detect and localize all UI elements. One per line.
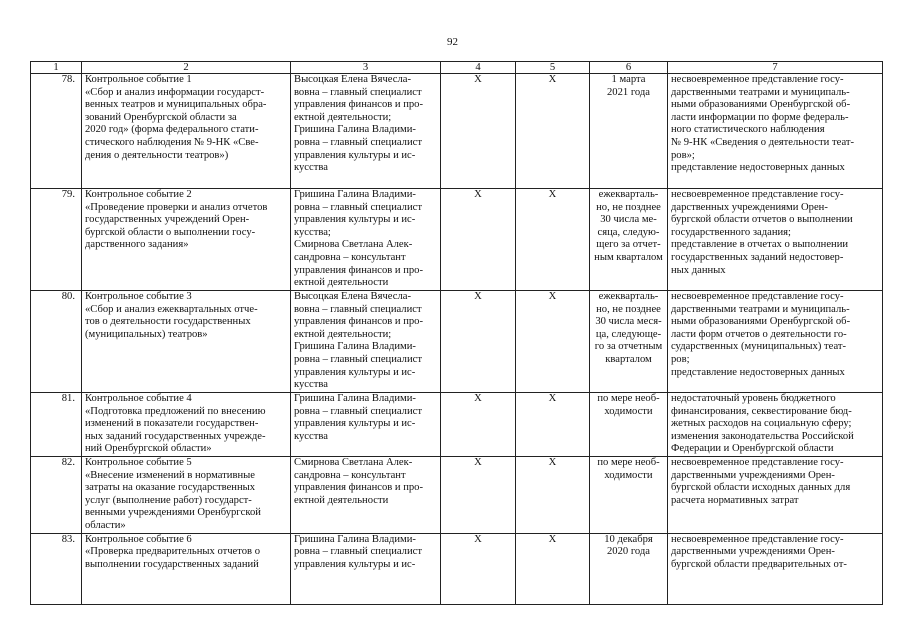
column-5-mark: X [516,456,590,533]
risks: несвоевременное представление госу- дарственными учреждениями Орен- бургской области исходных данных для расчета нормативных затрат [668,456,883,533]
risks: несвоевременное представление госу- дарственными театрами и муниципаль- ными образованиями Оренбургской об- ласти форм отчетов о деятельности го- сударственных (муниципальных) теат- ров; представление недостоверных данных [668,291,883,393]
row-number: 80. [31,291,82,393]
header-col-1: 1 [31,62,82,74]
event-description: Контрольное событие 3 «Сбор и анализ ежеквартальных отче- тов о деятельности государственных (муниципальных) театров» [82,291,291,393]
column-4-mark: X [441,393,516,457]
responsible-person: Высоцкая Елена Вячесла- вовна – главный специалист управления финансов и про- ектной деятельности; Гришина Галина Владими- ровна – главный специалист управления культуры и ис- кусства [291,291,441,393]
deadline: по мере необ- ходимости [590,456,668,533]
event-description: Контрольное событие 4 «Подготовка предложений по внесению изменений в показатели государствен- ных заданий государственных учрежде- ний Оренбургской области» [82,393,291,457]
column-5-mark: X [516,393,590,457]
responsible-person: Высоцкая Елена Вячесла- вовна – главный специалист управления финансов и про- ектной деятельности; Гришина Галина Владими- ровна – главный специалист управления культуры и ис- кусства [291,74,441,189]
row-number: 79. [31,189,82,291]
header-col-6: 6 [590,62,668,74]
responsible-person: Гришина Галина Владими- ровна – главный специалист управления культуры и ис- [291,533,441,604]
control-events-table [30,61,883,605]
table-row [31,456,883,533]
row-number: 83. [31,533,82,604]
header-col-7: 7 [668,62,883,74]
page-number: 92 [447,36,458,48]
risks: недостаточный уровень бюджетного финансирования, секвестирование бюд- жетных расходов на социальную сферу; изменения законодательства Российской Федерации и Оренбургской области [668,393,883,457]
deadline: по мере необ- ходимости [590,393,668,457]
column-5-mark: X [516,533,590,604]
column-4-mark: X [441,456,516,533]
table-row [31,74,883,189]
event-description: Контрольное событие 2 «Проведение проверки и анализ отчетов государственных учреждений Орен- бургской области о выполнении госу- дарственного задания» [82,189,291,291]
column-5-mark: X [516,291,590,393]
row-number: 81. [31,393,82,457]
event-description: Контрольное событие 6 «Проверка предварительных отчетов о выполнении государственных заданий [82,533,291,604]
table-header-row [31,62,883,74]
column-4-mark: X [441,533,516,604]
responsible-person: Гришина Галина Владими- ровна – главный специалист управления культуры и ис- кусства [291,393,441,457]
table-row [31,189,883,291]
column-4-mark: X [441,291,516,393]
deadline: ежекварталь- но, не позднее 30 числа меся- ца, следующе- го за отчетным кварталом [590,291,668,393]
column-4-mark: X [441,74,516,189]
table-row [31,533,883,604]
header-col-5: 5 [516,62,590,74]
table-row [31,291,883,393]
deadline: 1 марта 2021 года [590,74,668,189]
event-description: Контрольное событие 5 «Внесение изменений в нормативные затраты на оказание государственных услуг (выполнение работ) государст- венными учреждениями Оренбургской области» [82,456,291,533]
row-number: 82. [31,456,82,533]
header-col-4: 4 [441,62,516,74]
column-5-mark: X [516,74,590,189]
deadline: 10 декабря 2020 года [590,533,668,604]
header-col-3: 3 [291,62,441,74]
responsible-person: Гришина Галина Владими- ровна – главный специалист управления культуры и ис- кусства; Смирнова Светлана Алек- сандровна – консультант управления финансов и про- ектной деятельности [291,189,441,291]
header-col-2: 2 [82,62,291,74]
event-description: Контрольное событие 1 «Сбор и анализ информации государст- венных театров и муниципальных обра- зований Оренбургской области за 2020 год» (форма федерального стати- стического наблюдения № 9-НК «Све- дения о деятельности театров») [82,74,291,189]
risks: несвоевременное представление госу- дарственных учреждениями Орен- бургской области отчетов о выполнении государственного задания; представление в отчетах о выполнении государственных заданий недостовер- ных данных [668,189,883,291]
column-5-mark: X [516,189,590,291]
risks: несвоевременное представление госу- дарственными учреждениями Орен- бургской области предварительных от- [668,533,883,604]
risks: несвоевременное представление госу- дарственными театрами и муниципаль- ными образованиями Оренбургской об- ласти информации по форме федераль- ного статистического наблюдения № 9-НК «Сведения о деятельности теат- ров»; представление недостоверных данных [668,74,883,189]
column-4-mark: X [441,189,516,291]
responsible-person: Смирнова Светлана Алек- сандровна – консультант управления финансов и про- ектной деятельности [291,456,441,533]
table-row [31,393,883,457]
row-number: 78. [31,74,82,189]
deadline: ежекварталь- но, не позднее 30 числа ме- сяца, следую- щего за отчет- ным кварталом [590,189,668,291]
